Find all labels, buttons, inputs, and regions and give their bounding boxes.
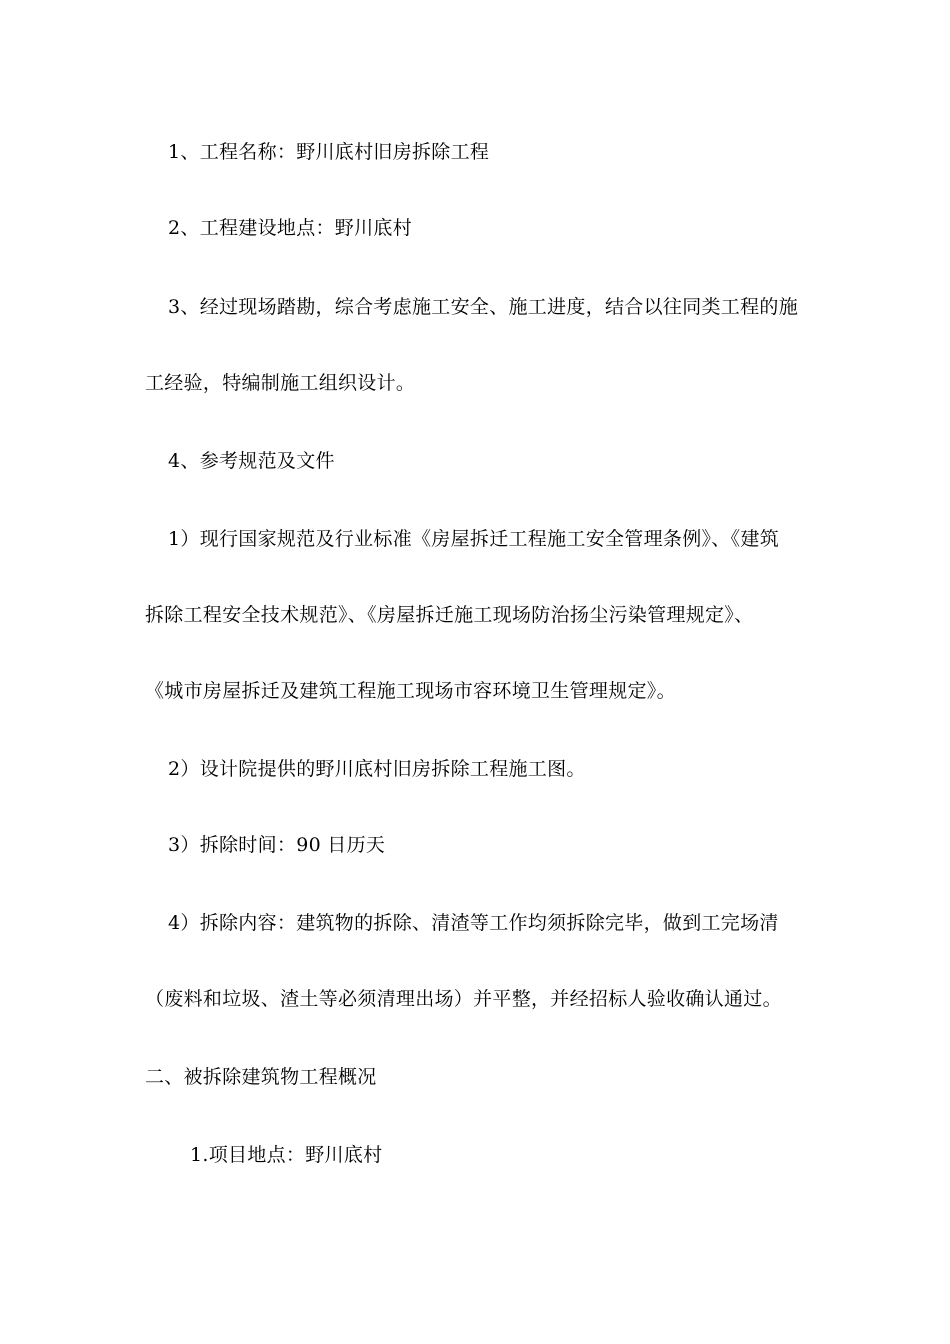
item-scope-line-1: 4）拆除内容：建筑物的拆除、清渣等工作均须拆除完毕，做到工完场清 (168, 912, 779, 934)
item-survey-line-1: 3、经过现场踏勘，综合考虑施工安全、施工进度，结合以往同类工程的施 (168, 296, 798, 318)
item-standards-line-3: 《城市房屋拆迁及建筑工程施工现场市容环境卫生管理规定》。 (145, 680, 676, 702)
item-project-name: 1、工程名称：野川底村旧房拆除工程 (168, 141, 490, 163)
item-standards-line-2: 拆除工程安全技术规范》、《房屋拆迁施工现场防治扬尘污染管理规定》、 (145, 604, 754, 626)
item-project-site: 1.项目地点：野川底村 (190, 1144, 383, 1166)
item-references-heading: 4、参考规范及文件 (168, 450, 335, 472)
item-drawings: 2）设计院提供的野川底村旧房拆除工程施工图。 (168, 758, 586, 780)
item-standards-line-1: 1）现行国家规范及行业标准《房屋拆迁工程施工安全管理条例》、《建筑 (168, 528, 779, 550)
item-survey-line-2: 工经验，特编制施工组织设计。 (145, 372, 416, 394)
item-duration: 3）拆除时间：90 日历天 (168, 834, 386, 856)
item-project-location: 2、工程建设地点：野川底村 (168, 217, 412, 239)
section-heading-overview: 二、被拆除建筑物工程概况 (145, 1066, 377, 1088)
item-scope-line-2: （废料和垃圾、渣土等必须清理出场）并平整，并经招标人验收确认通过。 (145, 988, 782, 1010)
